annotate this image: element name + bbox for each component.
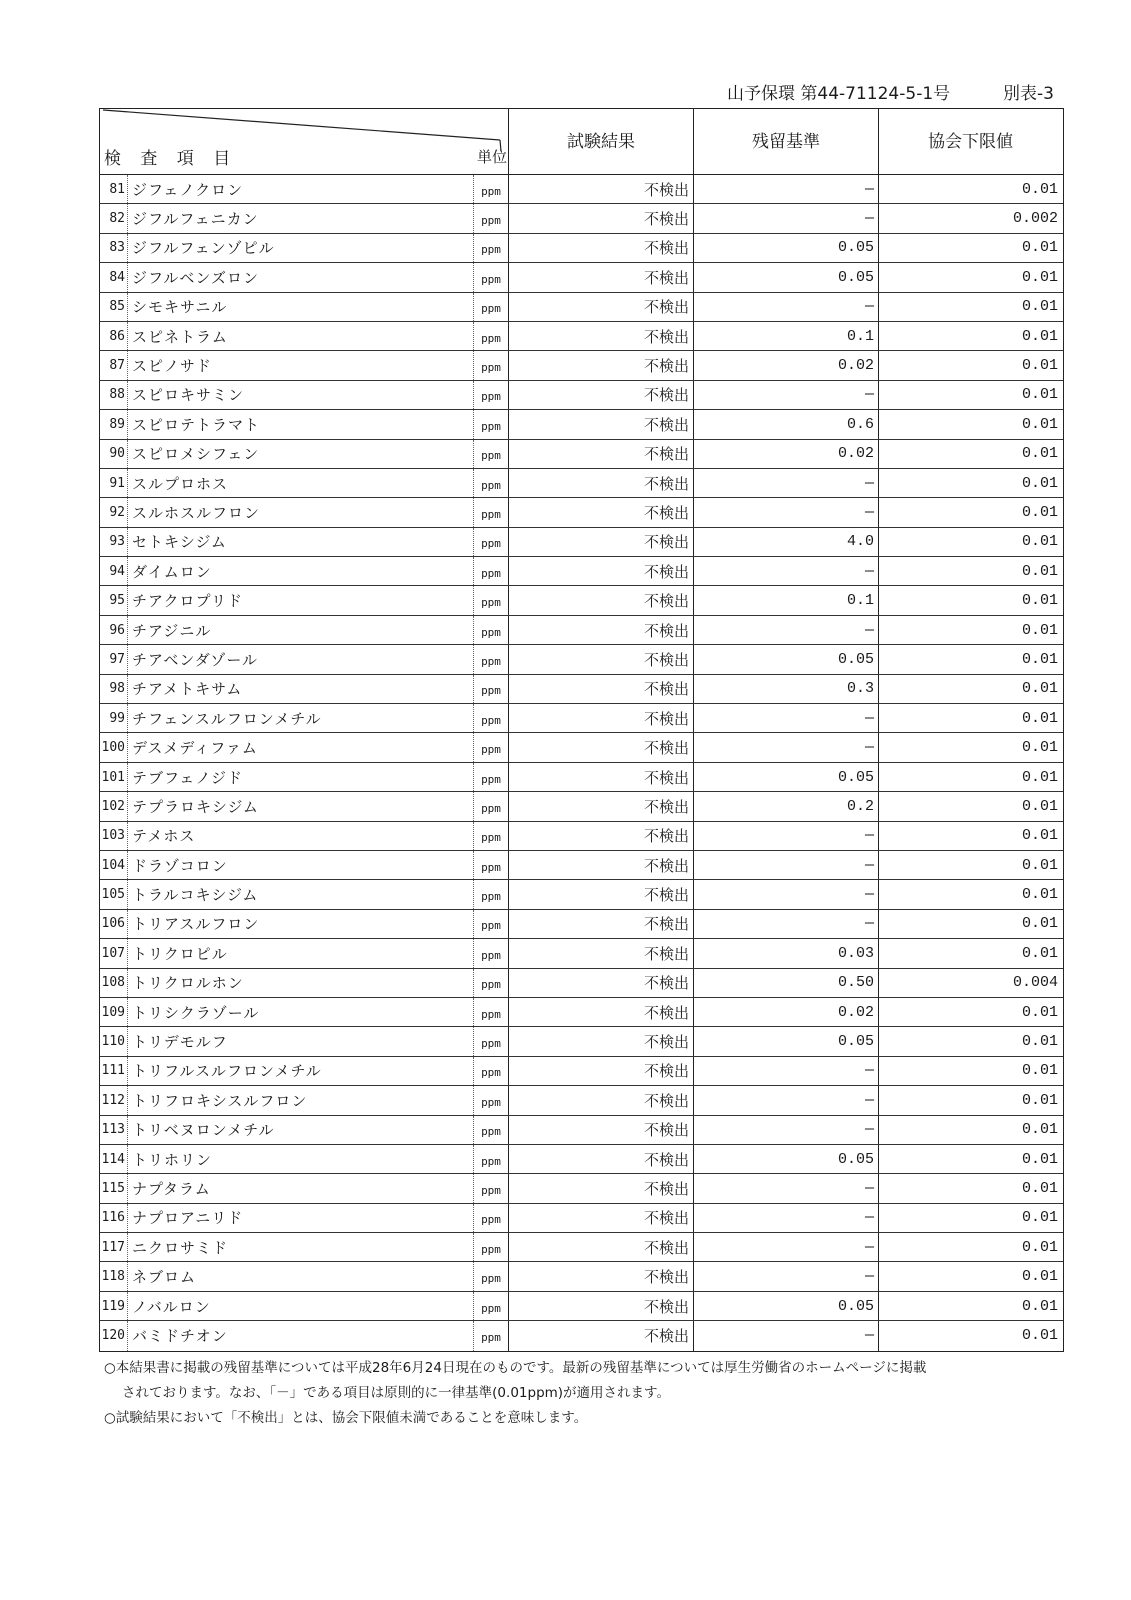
result-cell: 不検出 <box>509 1204 694 1232</box>
lower-limit-cell: 0.01 <box>1021 709 1058 727</box>
result-cell: 不検出 <box>509 1233 694 1261</box>
result-cell: 不検出 <box>509 822 694 850</box>
unit-cell: ppm <box>474 1174 509 1202</box>
table-row <box>100 498 1063 527</box>
item-number: 116 <box>100 1204 128 1232</box>
table-row <box>100 851 1063 880</box>
unit-cell: ppm <box>474 704 509 732</box>
item-name: トラルコキシジム <box>128 880 474 908</box>
item-name: ダイムロン <box>128 557 474 585</box>
item-number: 98 <box>100 675 128 703</box>
item-number: 119 <box>100 1292 128 1320</box>
unit-cell: ppm <box>474 616 509 644</box>
residue-standard-cell: 0.05 <box>694 763 879 791</box>
result-cell: 不検出 <box>509 616 694 644</box>
unit-cell: ppm <box>474 910 509 938</box>
unit-cell: ppm <box>474 1321 509 1350</box>
item-name: チアベンダゾール <box>128 645 474 673</box>
lower-limit-cell: 0.01 <box>1021 298 1058 316</box>
item-number: 104 <box>100 851 128 879</box>
unit-cell: ppm <box>474 1145 509 1173</box>
residue-standard-cell: 0.03 <box>694 939 879 967</box>
item-name: ジフルフェニカン <box>128 204 474 232</box>
residue-standard-cell: 0.05 <box>694 1292 879 1320</box>
table-row <box>100 1086 1063 1115</box>
result-cell: 不検出 <box>509 528 694 556</box>
table-row <box>100 704 1063 733</box>
unit-cell: ppm <box>474 763 509 791</box>
unit-cell: ppm <box>474 1233 509 1261</box>
lower-limit-cell: 0.01 <box>1021 827 1058 845</box>
unit-cell: ppm <box>474 263 509 291</box>
unit-cell: ppm <box>474 939 509 967</box>
table-row <box>100 410 1063 439</box>
lower-limit-cell: 0.01 <box>1021 886 1058 904</box>
result-cell: 不検出 <box>509 704 694 732</box>
result-cell: 不検出 <box>509 1027 694 1055</box>
unit-cell: ppm <box>474 234 509 262</box>
item-name: トリシクラゾール <box>128 998 474 1026</box>
item-name: スピネトラム <box>128 322 474 350</box>
lower-limit-cell: 0.002 <box>1012 210 1058 228</box>
header-result: 試験結果 <box>509 109 694 174</box>
unit-cell: ppm <box>474 880 509 908</box>
result-cell: 不検出 <box>509 557 694 585</box>
lower-limit-cell: 0.01 <box>1021 768 1058 786</box>
table-row <box>100 322 1063 351</box>
residue-standard-cell: 0.02 <box>694 351 879 379</box>
lower-limit-cell: 0.01 <box>1021 327 1058 345</box>
item-name: スルホスルフロン <box>128 498 474 526</box>
residue-standard-cell: 0.3 <box>694 675 879 703</box>
table-header <box>100 109 1063 175</box>
item-name: チアメトキサム <box>128 675 474 703</box>
table-row <box>100 234 1063 263</box>
result-cell: 不検出 <box>509 733 694 761</box>
table-row <box>100 1204 1063 1233</box>
item-name: デスメディファム <box>128 733 474 761</box>
result-cell: 不検出 <box>509 586 694 614</box>
result-cell: 不検出 <box>509 675 694 703</box>
item-name: ドラゾコロン <box>128 851 474 879</box>
lower-limit-cell: 0.01 <box>1021 1327 1058 1345</box>
table-row <box>100 1292 1063 1321</box>
unit-cell: ppm <box>474 381 509 409</box>
item-name: スピノサド <box>128 351 474 379</box>
results-table <box>99 108 1064 1352</box>
item-number: 88 <box>100 381 128 409</box>
unit-cell: ppm <box>474 822 509 850</box>
item-number: 86 <box>100 322 128 350</box>
residue-standard-cell: 0.05 <box>694 1027 879 1055</box>
item-name: ジフルフェンゾピル <box>128 234 474 262</box>
residue-standard-cell: 0.1 <box>694 586 879 614</box>
residue-standard-cell: 0.05 <box>694 645 879 673</box>
table-row <box>100 1174 1063 1203</box>
result-cell: 不検出 <box>509 910 694 938</box>
item-number: 95 <box>100 586 128 614</box>
unit-cell: ppm <box>474 586 509 614</box>
item-name: ノバルロン <box>128 1292 474 1320</box>
residue-standard-cell: — <box>694 293 879 321</box>
residue-standard-cell: 0.02 <box>694 440 879 468</box>
header-item-label: 検 査 項 目 <box>104 149 231 169</box>
residue-standard-cell: — <box>694 469 879 497</box>
unit-cell: ppm <box>474 469 509 497</box>
unit-cell: ppm <box>474 557 509 585</box>
residue-standard-cell: — <box>694 1321 879 1350</box>
result-cell: 不検出 <box>509 1174 694 1202</box>
result-cell: 不検出 <box>509 381 694 409</box>
item-number: 111 <box>100 1057 128 1085</box>
table-row <box>100 1116 1063 1145</box>
table-row <box>100 381 1063 410</box>
result-cell: 不検出 <box>509 175 694 203</box>
item-name: ナプロアニリド <box>128 1204 474 1232</box>
result-cell: 不検出 <box>509 969 694 997</box>
lower-limit-cell: 0.01 <box>1021 1297 1058 1315</box>
result-cell: 不検出 <box>509 1321 694 1350</box>
lower-limit-cell: 0.01 <box>1021 533 1058 551</box>
lower-limit-cell: 0.01 <box>1021 357 1058 375</box>
result-cell: 不検出 <box>509 851 694 879</box>
lower-limit-cell: 0.01 <box>1021 180 1058 198</box>
item-name: トリアスルフロン <box>128 910 474 938</box>
item-number: 87 <box>100 351 128 379</box>
unit-cell: ppm <box>474 1116 509 1144</box>
residue-standard-cell: — <box>694 1233 879 1261</box>
item-number: 93 <box>100 528 128 556</box>
table-row <box>100 263 1063 292</box>
item-number: 96 <box>100 616 128 644</box>
unit-cell: ppm <box>474 410 509 438</box>
footnote-1-continued: されております。なお、「－」である項目は原則的に一律基準(0.01ppm)が適用されます。 <box>122 1385 670 1401</box>
footnotes <box>104 1356 1114 1431</box>
item-number: 112 <box>100 1086 128 1114</box>
residue-standard-cell: — <box>694 910 879 938</box>
unit-cell: ppm <box>474 204 509 232</box>
item-name: チフェンスルフロンメチル <box>128 704 474 732</box>
residue-standard-cell: — <box>694 175 879 203</box>
unit-cell: ppm <box>474 175 509 203</box>
unit-cell: ppm <box>474 645 509 673</box>
lower-limit-cell: 0.01 <box>1021 739 1058 757</box>
table-row <box>100 822 1063 851</box>
item-number: 117 <box>100 1233 128 1261</box>
table-row <box>100 351 1063 380</box>
result-cell: 不検出 <box>509 763 694 791</box>
item-name: スルプロホス <box>128 469 474 497</box>
table-row <box>100 1145 1063 1174</box>
result-cell: 不検出 <box>509 498 694 526</box>
item-number: 120 <box>100 1321 128 1350</box>
residue-standard-cell: 0.50 <box>694 969 879 997</box>
item-number: 85 <box>100 293 128 321</box>
result-cell: 不検出 <box>509 792 694 820</box>
residue-standard-cell: — <box>694 616 879 644</box>
residue-standard-cell: — <box>694 381 879 409</box>
unit-cell: ppm <box>474 351 509 379</box>
item-name: チアクロプリド <box>128 586 474 614</box>
unit-cell: ppm <box>474 733 509 761</box>
lower-limit-cell: 0.01 <box>1021 592 1058 610</box>
result-cell: 不検出 <box>509 204 694 232</box>
residue-standard-cell: 0.6 <box>694 410 879 438</box>
item-number: 90 <box>100 440 128 468</box>
document-number: 山予保環 第44-71124-5-1号 <box>727 84 951 104</box>
lower-limit-cell: 0.01 <box>1021 268 1058 286</box>
unit-cell: ppm <box>474 998 509 1026</box>
table-row <box>100 969 1063 998</box>
result-cell: 不検出 <box>509 939 694 967</box>
unit-cell: ppm <box>474 293 509 321</box>
item-name: セトキシジム <box>128 528 474 556</box>
item-number: 106 <box>100 910 128 938</box>
item-name: トリベヌロンメチル <box>128 1116 474 1144</box>
unit-cell: ppm <box>474 1027 509 1055</box>
table-row <box>100 469 1063 498</box>
lower-limit-cell: 0.01 <box>1021 503 1058 521</box>
table-row <box>100 910 1063 939</box>
lower-limit-cell: 0.01 <box>1021 415 1058 433</box>
table-row <box>100 763 1063 792</box>
table-row <box>100 1233 1063 1262</box>
table-row <box>100 645 1063 674</box>
lower-limit-cell: 0.01 <box>1021 621 1058 639</box>
residue-standard-cell: — <box>694 1174 879 1202</box>
lower-limit-cell: 0.01 <box>1021 1179 1058 1197</box>
item-number: 102 <box>100 792 128 820</box>
result-cell: 不検出 <box>509 234 694 262</box>
item-number: 113 <box>100 1116 128 1144</box>
table-row <box>100 1262 1063 1291</box>
table-row <box>100 586 1063 615</box>
item-name: ニクロサミド <box>128 1233 474 1261</box>
item-number: 89 <box>100 410 128 438</box>
unit-cell: ppm <box>474 675 509 703</box>
item-name: トリデモルフ <box>128 1027 474 1055</box>
item-name: ジフルベンズロン <box>128 263 474 291</box>
lower-limit-cell: 0.01 <box>1021 1062 1058 1080</box>
result-cell: 不検出 <box>509 440 694 468</box>
item-name: トリホリン <box>128 1145 474 1173</box>
table-row <box>100 293 1063 322</box>
header-item-cell <box>100 109 509 174</box>
unit-cell: ppm <box>474 440 509 468</box>
result-cell: 不検出 <box>509 1057 694 1085</box>
item-number: 105 <box>100 880 128 908</box>
table-row <box>100 998 1063 1027</box>
item-number: 100 <box>100 733 128 761</box>
table-row <box>100 1027 1063 1056</box>
residue-standard-cell: 0.05 <box>694 1145 879 1173</box>
item-name: ネブロム <box>128 1262 474 1290</box>
unit-cell: ppm <box>474 1262 509 1290</box>
table-row <box>100 616 1063 645</box>
residue-standard-cell: — <box>694 498 879 526</box>
item-number: 109 <box>100 998 128 1026</box>
table-row <box>100 440 1063 469</box>
table-row <box>100 733 1063 762</box>
residue-standard-cell: — <box>694 204 879 232</box>
item-name: チアジニル <box>128 616 474 644</box>
item-number: 94 <box>100 557 128 585</box>
residue-standard-cell: — <box>694 557 879 585</box>
lower-limit-cell: 0.01 <box>1021 680 1058 698</box>
item-number: 110 <box>100 1027 128 1055</box>
table-row <box>100 1321 1063 1350</box>
result-cell: 不検出 <box>509 410 694 438</box>
residue-standard-cell: — <box>694 880 879 908</box>
table-row <box>100 880 1063 909</box>
result-cell: 不検出 <box>509 263 694 291</box>
item-number: 92 <box>100 498 128 526</box>
item-name: テプラロキシジム <box>128 792 474 820</box>
residue-standard-cell: 4.0 <box>694 528 879 556</box>
residue-standard-cell: — <box>694 1057 879 1085</box>
table-row <box>100 204 1063 233</box>
table-row <box>100 557 1063 586</box>
item-name: バミドチオン <box>128 1321 474 1350</box>
residue-standard-cell: 0.2 <box>694 792 879 820</box>
unit-cell: ppm <box>474 1086 509 1114</box>
item-number: 91 <box>100 469 128 497</box>
residue-standard-cell: 0.02 <box>694 998 879 1026</box>
header-residue-standard: 残留基準 <box>694 109 879 174</box>
item-number: 82 <box>100 204 128 232</box>
result-cell: 不検出 <box>509 880 694 908</box>
footnote-1: ○本結果書に掲載の残留基準については平成28年6月24日現在のものです。最新の残留基準については厚生労働省のホームページに掲載 <box>104 1360 927 1376</box>
table-row <box>100 792 1063 821</box>
header-lower-limit: 協会下限値 <box>928 132 1013 152</box>
unit-cell: ppm <box>474 322 509 350</box>
item-name: トリフルスルフロンメチル <box>128 1057 474 1085</box>
item-number: 101 <box>100 763 128 791</box>
item-number: 108 <box>100 969 128 997</box>
residue-standard-cell: 0.05 <box>694 263 879 291</box>
table-row <box>100 175 1063 204</box>
unit-cell: ppm <box>474 851 509 879</box>
header-unit-label: 単位 <box>476 148 507 166</box>
residue-standard-cell: — <box>694 1262 879 1290</box>
lower-limit-cell: 0.01 <box>1021 1003 1058 1021</box>
lower-limit-cell: 0.01 <box>1021 1150 1058 1168</box>
table-row <box>100 1057 1063 1086</box>
item-name: スピロメシフェン <box>128 440 474 468</box>
result-cell: 不検出 <box>509 293 694 321</box>
footnote-2: ○試験結果において「不検出」とは、協会下限値未満であることを意味します。 <box>104 1410 588 1426</box>
item-number: 114 <box>100 1145 128 1173</box>
item-number: 103 <box>100 822 128 850</box>
lower-limit-cell: 0.01 <box>1021 1268 1058 1286</box>
item-number: 115 <box>100 1174 128 1202</box>
residue-standard-cell: — <box>694 704 879 732</box>
unit-cell: ppm <box>474 1204 509 1232</box>
result-cell: 不検出 <box>509 469 694 497</box>
lower-limit-cell: 0.01 <box>1021 1033 1058 1051</box>
residue-standard-cell: 0.05 <box>694 234 879 262</box>
appendix-label: 別表-3 <box>1003 84 1054 104</box>
result-cell: 不検出 <box>509 1086 694 1114</box>
item-name: トリクロルホン <box>128 969 474 997</box>
lower-limit-cell: 0.01 <box>1021 1121 1058 1139</box>
table-row <box>100 939 1063 968</box>
result-cell: 不検出 <box>509 1116 694 1144</box>
result-cell: 不検出 <box>509 351 694 379</box>
item-name: トリクロピル <box>128 939 474 967</box>
item-number: 107 <box>100 939 128 967</box>
lower-limit-cell: 0.01 <box>1021 1091 1058 1109</box>
result-cell: 不検出 <box>509 1292 694 1320</box>
item-number: 84 <box>100 263 128 291</box>
lower-limit-cell: 0.01 <box>1021 386 1058 404</box>
lower-limit-cell: 0.01 <box>1021 239 1058 257</box>
table-row <box>100 675 1063 704</box>
item-name: テブフェノジド <box>128 763 474 791</box>
residue-standard-cell: — <box>694 822 879 850</box>
item-name: ナプタラム <box>128 1174 474 1202</box>
lower-limit-cell: 0.01 <box>1021 1209 1058 1227</box>
item-number: 83 <box>100 234 128 262</box>
item-name: テメホス <box>128 822 474 850</box>
table-body <box>100 175 1063 1351</box>
lower-limit-cell: 0.01 <box>1021 445 1058 463</box>
lower-limit-cell: 0.01 <box>1021 856 1058 874</box>
residue-standard-cell: — <box>694 1204 879 1232</box>
result-cell: 不検出 <box>509 1145 694 1173</box>
lower-limit-cell: 0.01 <box>1021 562 1058 580</box>
item-number: 81 <box>100 175 128 203</box>
item-name: ジフェノクロン <box>128 175 474 203</box>
residue-standard-cell: 0.1 <box>694 322 879 350</box>
lower-limit-cell: 0.01 <box>1021 944 1058 962</box>
item-number: 97 <box>100 645 128 673</box>
lower-limit-cell: 0.01 <box>1021 915 1058 933</box>
item-name: スピロテトラマト <box>128 410 474 438</box>
lower-limit-cell: 0.01 <box>1021 1238 1058 1256</box>
item-name: スピロキサミン <box>128 381 474 409</box>
result-cell: 不検出 <box>509 322 694 350</box>
unit-cell: ppm <box>474 528 509 556</box>
unit-cell: ppm <box>474 498 509 526</box>
residue-standard-cell: — <box>694 851 879 879</box>
unit-cell: ppm <box>474 792 509 820</box>
unit-cell: ppm <box>474 1057 509 1085</box>
item-number: 118 <box>100 1262 128 1290</box>
lower-limit-cell: 0.01 <box>1021 474 1058 492</box>
item-name: シモキサニル <box>128 293 474 321</box>
result-cell: 不検出 <box>509 998 694 1026</box>
residue-standard-cell: — <box>694 733 879 761</box>
residue-standard-cell: — <box>694 1086 879 1114</box>
residue-standard-cell: — <box>694 1116 879 1144</box>
item-name: トリフロキシスルフロン <box>128 1086 474 1114</box>
lower-limit-cell: 0.01 <box>1021 650 1058 668</box>
lower-limit-cell: 0.01 <box>1021 797 1058 815</box>
lower-limit-cell: 0.004 <box>1012 974 1058 992</box>
result-cell: 不検出 <box>509 1262 694 1290</box>
item-number: 99 <box>100 704 128 732</box>
table-row <box>100 528 1063 557</box>
unit-cell: ppm <box>474 1292 509 1320</box>
result-cell: 不検出 <box>509 645 694 673</box>
unit-cell: ppm <box>474 969 509 997</box>
